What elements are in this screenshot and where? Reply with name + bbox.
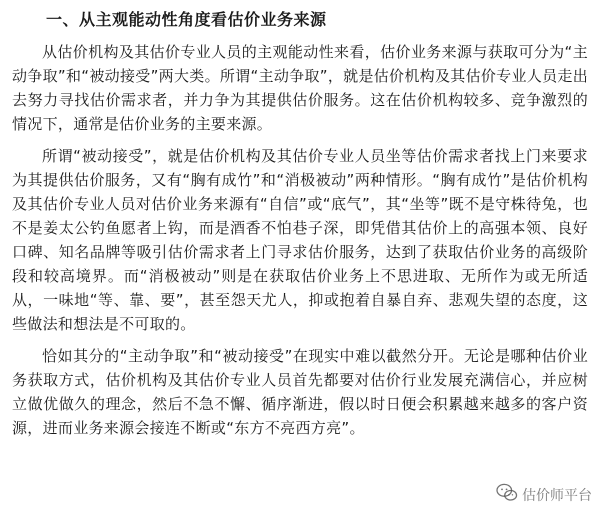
wechat-icon [496, 483, 518, 507]
watermark-text: 估价师平台 [522, 488, 592, 504]
paragraph-2: 所谓“被动接受”，就是估价机构及其估价专业人员坐等估价需求者找上门来要求为其提供估价服务，又有“胸有成竹”和“消极被动”两种情形。“胸有成竹”是估价机构及其估价专业人员对估价业务来源有“自信”或“底气”，其“坐等”既不是守株待兔，也不是姜太公钓鱼愿者上钩，而是酒香不怕巷子深，即凭借其估价上的高强本领、良好口碑、知名品牌等吸引估价需求者上门寻求估价服务，达到了获取估价业务的高级阶段和较高境界。而“消极被动”则是在获取估价业务上不思进取、无所作为或无所适从，一味地“等、靠、要”，甚至怨天尤人，抑或抱着自暴自弃、悲观失望的态度，这些做法和想法是不可取的。 [12, 147, 588, 333]
section-heading: 一、从主观能动性角度看估价业务来源 [46, 10, 327, 29]
watermark [496, 483, 592, 507]
paragraph-1: 从估价机构及其估价专业人员的主观能动性来看，估价业务来源与获取可分为“主动争取”和“被动接受”两大类。所谓“主动争取”，就是估价机构及其估价专业人员走出去努力寻找估价需求者，并力争为其提供估价服务。这在估价机构较多、竞争激烈的情况下，通常是估价业务的主要来源。 [12, 43, 588, 133]
paragraph-3: 恰如其分的“主动争取”和“被动接受”在现实中难以截然分开。无论是哪种估价业务获取方式，估价机构及其估价专业人员首先都要对估价行业发展充满信心，并应树立做优做久的理念，然后不急不懈、循序渐进，假以时日便会积累越来越多的客户资源，进而业务来源会接连不断或“东方不亮西方亮”。 [12, 347, 588, 437]
